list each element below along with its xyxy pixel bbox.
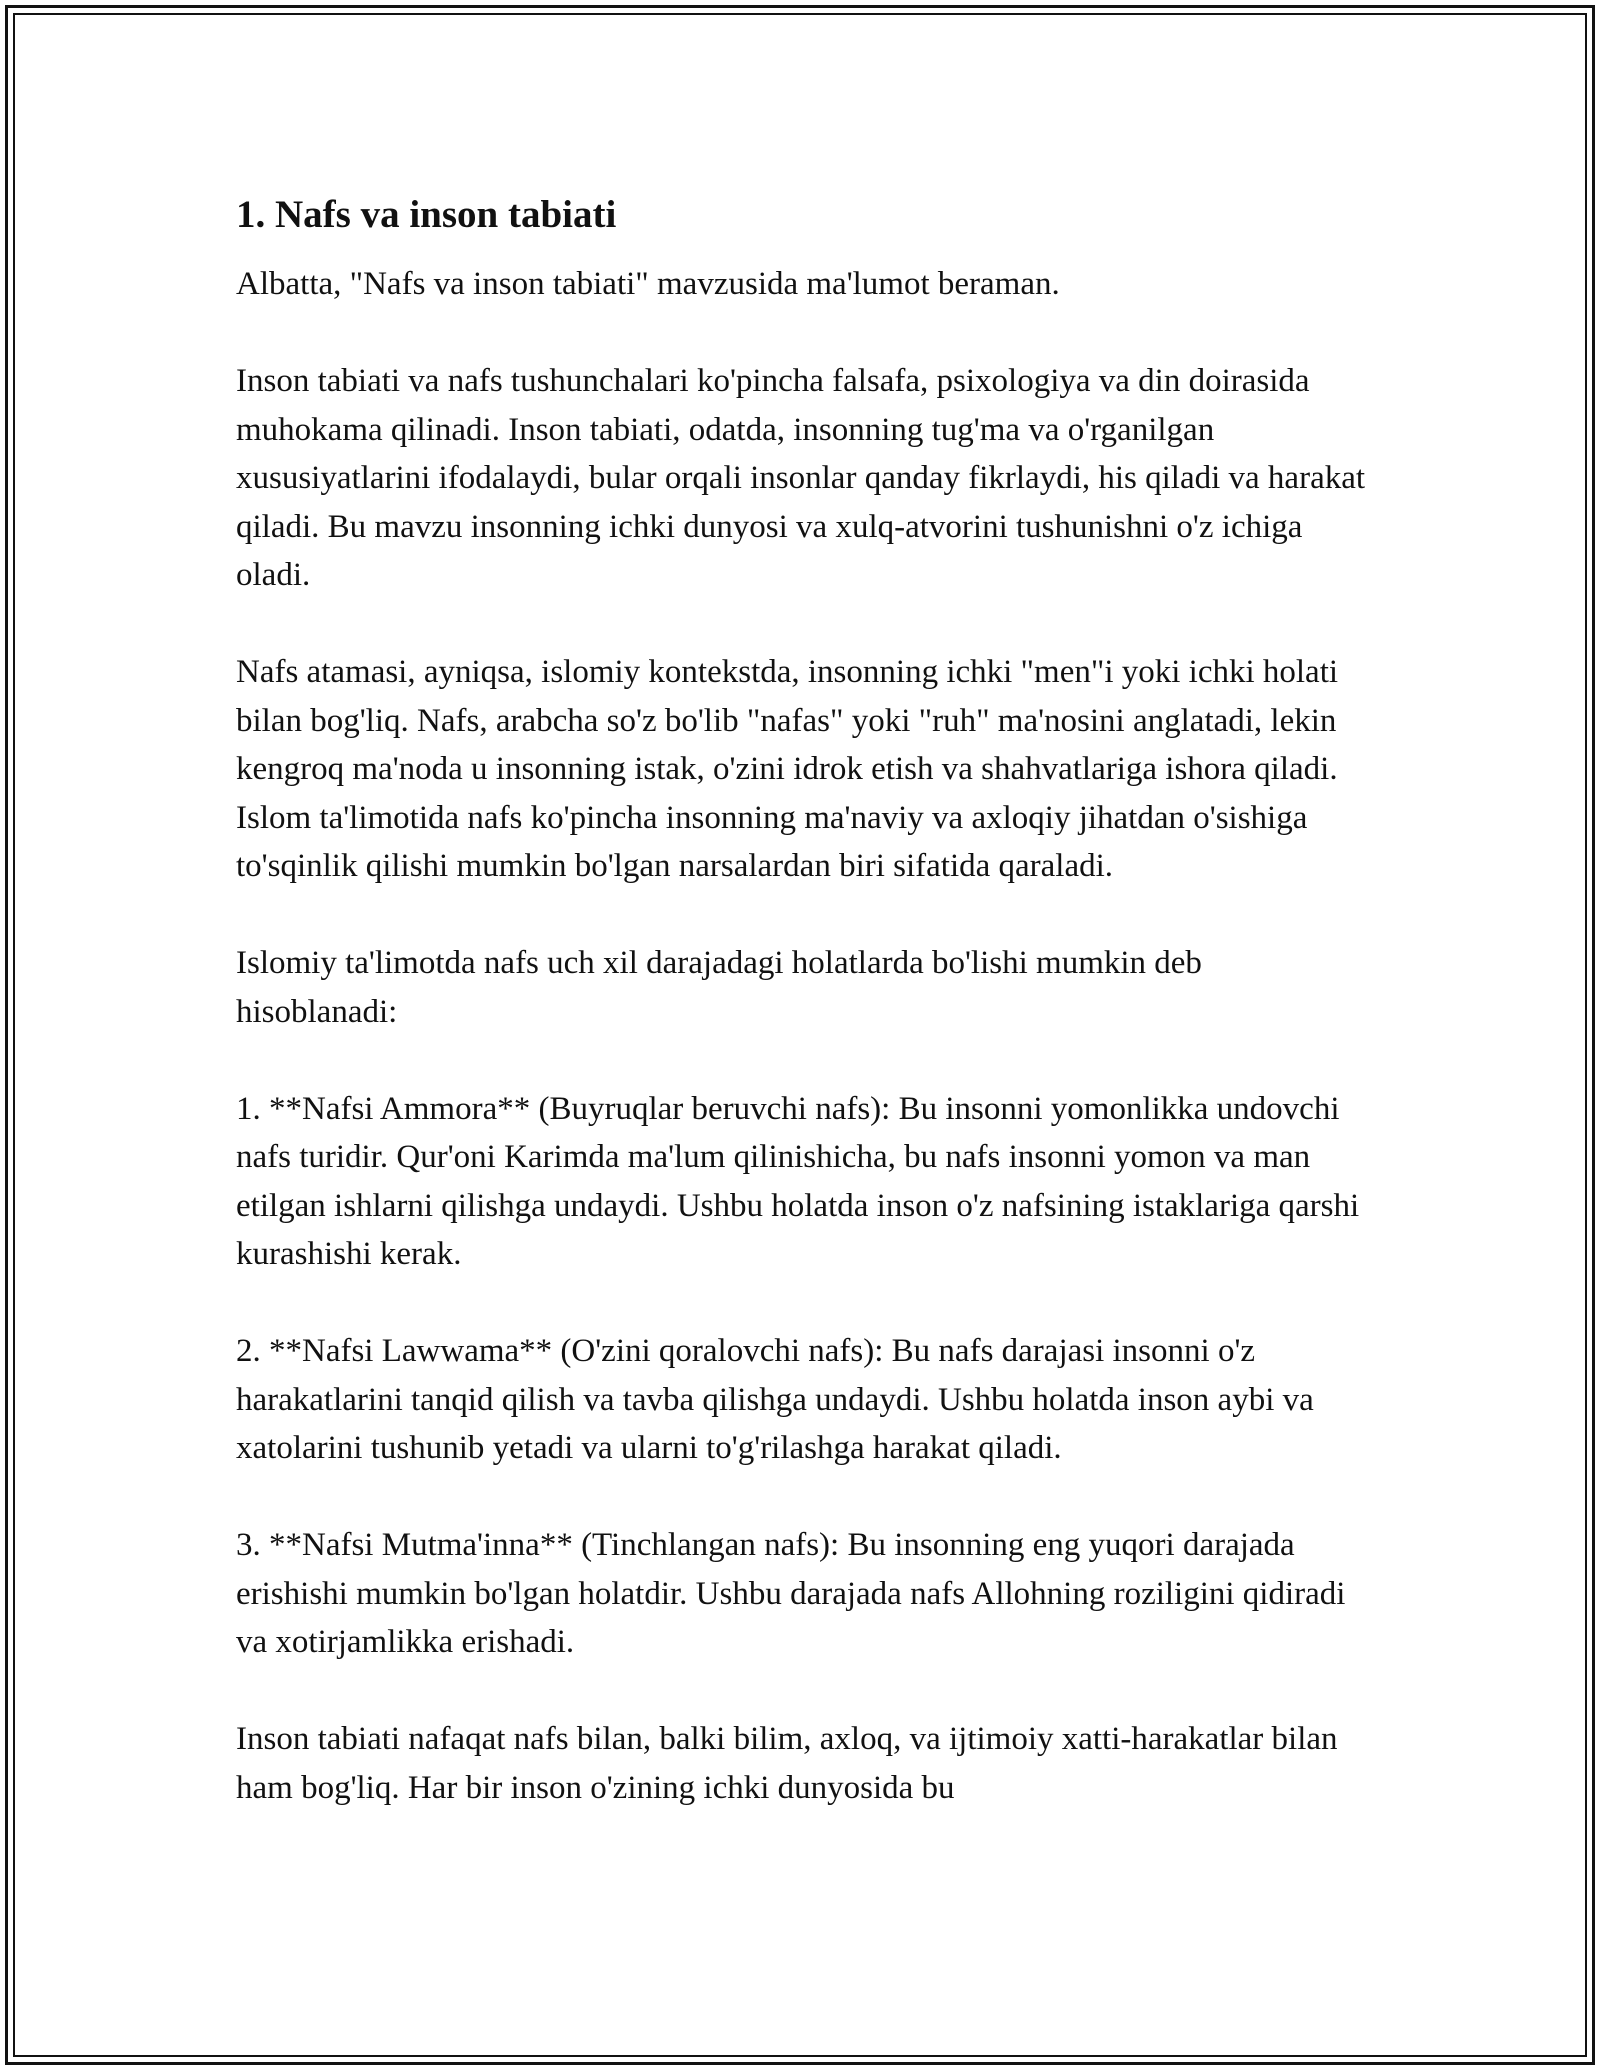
paragraph-nafs-atamasi: Nafs atamasi, ayniqsa, islomiy kontekstda, insonning ichki "men"i yoki ichki holati bilan bog'liq. Nafs, arabcha so'z bo'lib "nafas" yoki "ruh" ma'nosini anglatadi, lekin kengroq ma'noda u insonning istak, o'zini idrok etish va shahvatlariga ishora qiladi. Islom ta'limotida nafs ko'pincha insonning ma'naviy va axloqiy jihatdan o'sishiga to'sqinlik qilishi mumkin bo'lgan narsalardan biri sifatida qaraladi. [236, 654, 1339, 884]
document-body [236, 182, 1370, 1861]
list-item-nafsi-lawwama: 2. **Nafsi Lawwama** (O'zini qoralovchi nafs): Bu nafs darajasi insonni o'z harakatlarini tanqid qilish va tavba qilishga undaydi. Ushbu holatda inson aybi va xatolarini tushunib yetadi va ularni to'g'rilashga harakat qiladi. [236, 1333, 1314, 1466]
paragraph-conclusion: Inson tabiati nafaqat nafs bilan, balki bilim, axloq, va ijtimoiy xatti-harakatlar bilan ham bog'liq. Har bir inson o'zining ichki dunyosida bu [236, 1721, 1338, 1806]
paragraph-uch-daraja: Islomiy ta'limotda nafs uch xil darajadagi holatlarda bo'lishi mumkin deb hisoblanadi: [236, 945, 1202, 1030]
paragraph-intro: Albatta, "Nafs va inson tabiati" mavzusida ma'lumot beraman. [236, 266, 1060, 302]
section-heading: 1. Nafs va inson tabiati [236, 193, 617, 236]
list-item-nafsi-mutmainna: 3. **Nafsi Mutma'inna** (Tinchlangan nafs): Bu insonning eng yuqori darajada erishishi mumkin bo'lgan holatdir. Ushbu darajada nafs Allohning roziligini qidiradi va xotirjamlikka erishadi. [236, 1527, 1346, 1660]
list-item-nafsi-ammora: 1. **Nafsi Ammora** (Buyruqlar beruvchi nafs): Bu insonni yomonlikka undovchi nafs turidir. Qur'oni Karimda ma'lum qilinishicha, bu nafs insonni yomon va man etilgan ishlarni qilishga undaydi. Ushbu holatda inson o'z nafsining istaklariga qarshi kurashishi kerak. [236, 1090, 1360, 1272]
paragraph-inson-tabiati: Inson tabiati va nafs tushunchalari ko'pincha falsafa, psixologiya va din doirasida muhokama qilinadi. Inson tabiati, odatda, insonning tug'ma va o'rganilgan xususiyatlarini ifodalaydi, bular orqali insonlar qanday fikrlaydi, his qiladi va harakat qiladi. Bu mavzu insonning ichki dunyosi va xulq-atvorini tushunishni o'z ichiga oladi. [236, 363, 1366, 593]
